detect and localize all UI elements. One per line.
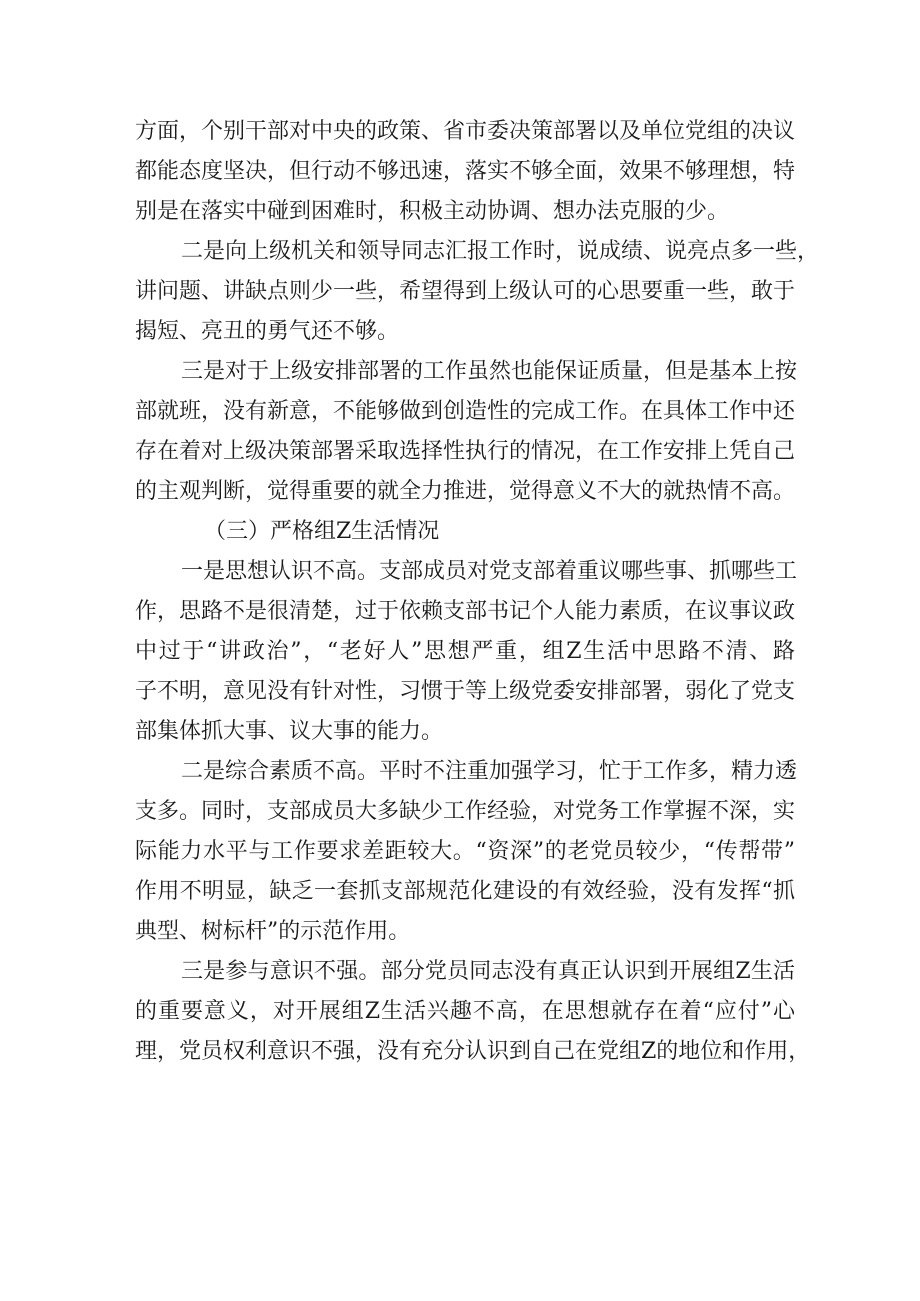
text-line: 揭短、亮丑的勇气还不够。 (135, 319, 400, 344)
text-line: 的重要意义，对开展组Z生活兴趣不高，在思想就存在着“应付”心 (135, 999, 795, 1024)
section-heading (135, 512, 795, 552)
text-line: 的主观判断，觉得重要的就全力推进，觉得意义不大的就热情不高。 (135, 479, 796, 504)
text-line: 作用不明显，缺乏一套抓支部规范化建设的有效经验，没有发挥“抓 (135, 879, 795, 904)
text-line: 子不明，意见没有针对性，习惯于等上级党委安排部署，弱化了党支 (135, 679, 796, 704)
text-line: 作，思路不是很清楚，过于依赖支部书记个人能力素质，在议事议政 (135, 599, 796, 624)
paragraph-continuation (135, 112, 795, 232)
document-body (135, 112, 820, 1072)
paragraph-participation (135, 952, 811, 1072)
text-line: 支多。同时，支部成员大多缺少工作经验，对党务工作掌握不深，实 (135, 799, 796, 824)
text-line: 部集体抓大事、议大事的能力。 (135, 719, 444, 744)
text-line: 都能态度坚决，但行动不够迅速，落实不够全面，效果不够理想，特 (135, 159, 796, 184)
text-line: 部就班，没有新意，不能够做到创造性的完成工作。在具体工作中还 (135, 399, 796, 424)
text-line: 三是参与意识不强。部分党员同志没有真正认识到开展组Z生活 (181, 959, 795, 984)
paragraph-quality (135, 752, 798, 952)
text-line: 存在着对上级决策部署采取选择性执行的情况，在工作安排上凭自己 (135, 439, 796, 464)
text-line: 中过于“讲政治”，“老好人”思想严重，组Z生活中思路不清、路 (135, 639, 795, 664)
text-line: 三是对于上级安排部署的工作虽然也能保证质量，但是基本上按 (181, 359, 798, 384)
text-line: 际能力水平与工作要求差距较大。“资深”的老党员较少，“传帮带” (135, 839, 795, 864)
text-line: 别是在落实中碰到困难时，积极主动协调、想办法克服的少。 (135, 199, 730, 224)
text-line: 一是思想认识不高。支部成员对党支部着重议哪些事、抓哪些工 (181, 559, 798, 584)
heading-text: （三）严格组Z生活情况 (204, 519, 440, 544)
text-line: 二是综合素质不高。平时不注重加强学习，忙于工作多，精力透 (181, 759, 798, 784)
paragraph-execution (135, 352, 798, 512)
paragraph-awareness (135, 552, 798, 752)
paragraph-reporting (135, 232, 820, 352)
text-line: 讲问题、讲缺点则少一些，希望得到上级认可的心思要重一些，敢于 (135, 279, 796, 304)
text-line: 方面，个别干部对中央的政策、省市委决策部署以及单位党组的决议 (135, 119, 796, 144)
text-line: 理，党员权利意识不强，没有充分认识到自己在党组Z的地位和作用， (135, 1039, 811, 1064)
text-line: 典型、树标杆”的示范作用。 (135, 919, 411, 944)
text-line: 二是向上级机关和领导同志汇报工作时，说成绩、说亮点多一些， (181, 239, 820, 264)
